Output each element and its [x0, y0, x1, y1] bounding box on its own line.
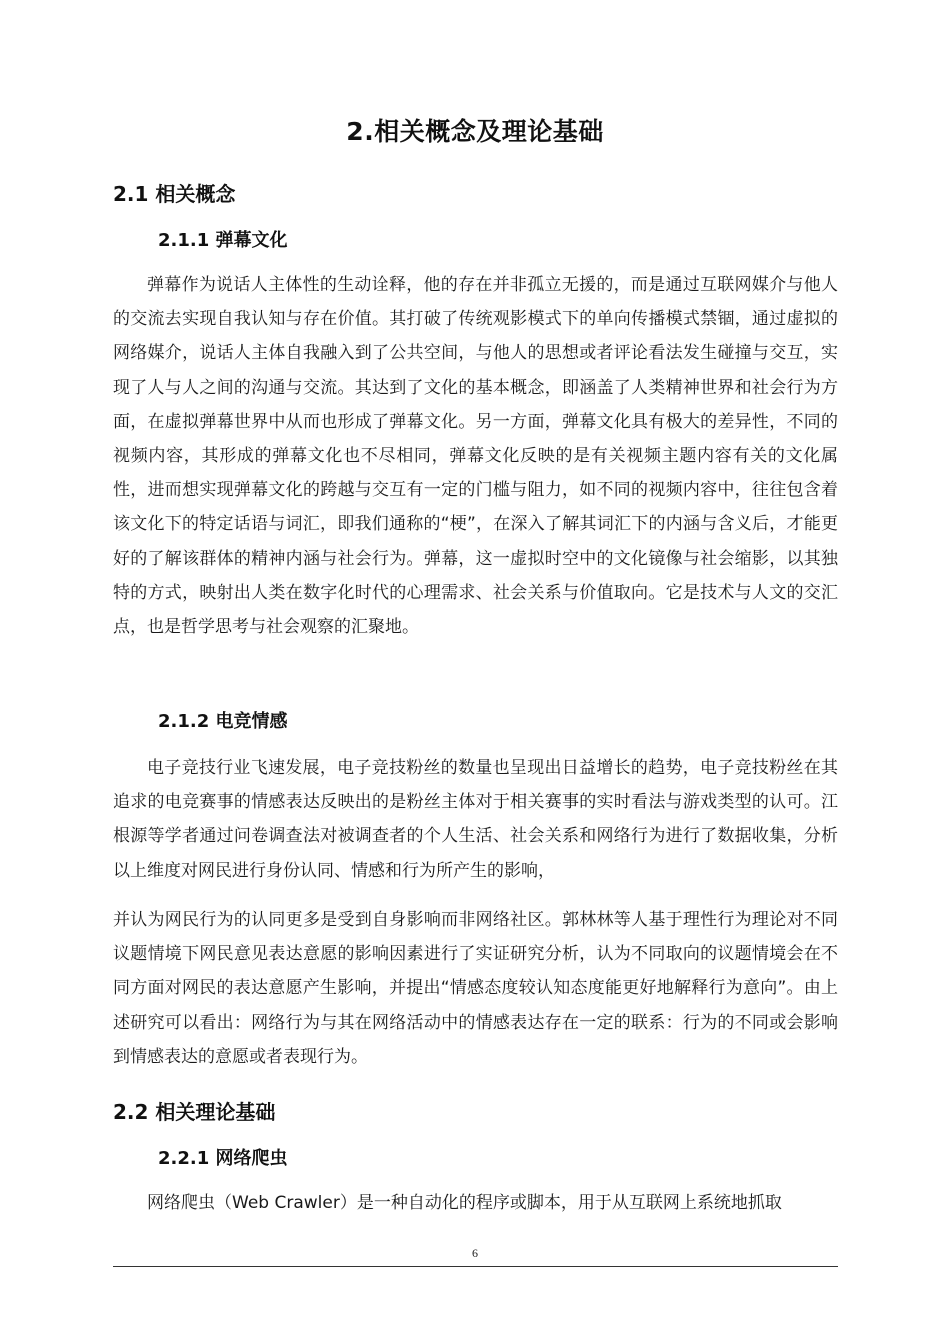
paragraph-danmaku-culture: 弹幕作为说话人主体性的生动诠释，他的存在并非孤立无援的，而是通过互联网媒介与他人的交流去实现自我认知与存在价值。其打破了传统观影模式下的单向传播模式禁锢，通过虚拟的网络媒介，说话人主体自我融入到了公共空间，与他人的思想或者评论看法发生碰撞与交互，实现了人与人之间的沟通与交流。其达到了文化的基本概念，即涵盖了人类精神世界和社会行为方面，在虚拟弹幕世界中从而也形成了弹幕文化。另一方面，弹幕文化具有极大的差异性，不同的视频内容，其形成的弹幕文化也不尽相同，弹幕文化反映的是有关视频主题内容有关的文化属性，进而想实现弹幕文化的跨越与交互有一定的门槛与阻力，如不同的视频内容中，往往包含着该文化下的特定话语与词汇，即我们通称的“梗”，在深入了解其词汇下的内涵与含义后，才能更好的了解该群体的精神内涵与社会行为。弹幕，这一虚拟时空中的文化镜像与社会缩影，以其独特的方式，映射出人类在数字化时代的心理需求、社会关系与价值取向。它是技术与人文的交汇点，也是哲学思考与社会观察的汇聚地。 [113, 275, 838, 638]
page-number: 6 [472, 1246, 478, 1260]
section-heading-2-2: 2.2 相关理论基础 [113, 1100, 276, 1124]
paragraph-esports-emotion-part2: 并认为网民行为的认同更多是受到自身影响而非网络社区。郭林林等人基于理性行为理论对不同议题情境下网民意见表达意愿的影响因素进行了实证研究分析，认为不同取向的议题情境会在不同方面对网民的表达意愿产生影响，并提出“情感态度较认知态度能更好地解释行为意向”。由上述研究可以看出：网络行为与其在网络活动中的情感表达存在一定的联系：行为的不同或会影响到情感表达的意愿或者表现行为。 [113, 910, 838, 1067]
subsection-heading-2-2-1: 2.2.1 网络爬虫 [158, 1148, 288, 1169]
chapter-title: 2.相关概念及理论基础 [346, 117, 604, 146]
subsection-heading-2-1-2: 2.1.2 电竞情感 [158, 711, 288, 732]
section-heading-2-1: 2.1 相关概念 [113, 182, 236, 206]
paragraph-esports-emotion-part1: 电子竞技行业飞速发展，电子竞技粉丝的数量也呈现出日益增长的趋势，电子竞技粉丝在其追求的电竞赛事的情感表达反映出的是粉丝主体对于相关赛事的实时看法与游戏类型的认可。江根源等学者通过问卷调查法对被调查者的个人生活、社会关系和网络行为进行了数据收集，分析以上维度对网民进行身份认同、情感和行为所产生的影响， [113, 758, 838, 881]
subsection-heading-2-1-1: 2.1.1 弹幕文化 [158, 230, 288, 251]
footer-divider [113, 1266, 838, 1267]
paragraph-web-crawler: 网络爬虫（Web Crawler）是一种自动化的程序或脚本，用于从互联网上系统地抓取 [147, 1193, 782, 1213]
